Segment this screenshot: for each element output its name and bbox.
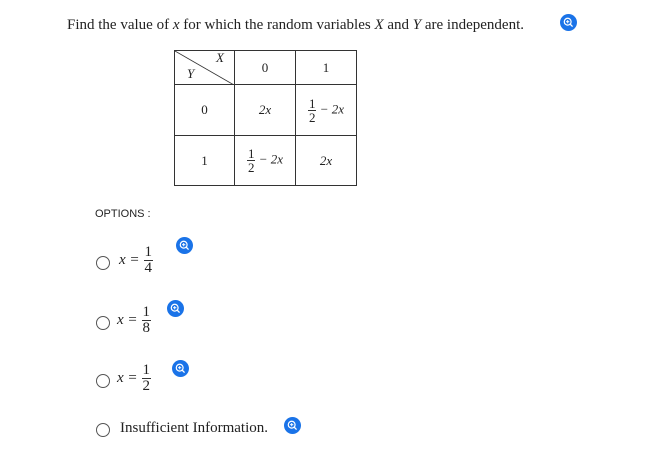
option-4: Insufficient Information. [120, 420, 269, 436]
option-radio-4[interactable] [96, 423, 110, 437]
option-radio-2[interactable] [96, 316, 110, 330]
table-cell: 2x [235, 85, 296, 136]
table-cell: $\frac{1}{2}$ − 2x [235, 136, 296, 186]
zoom-in-icon[interactable] [560, 14, 577, 31]
corner-cell [175, 51, 235, 85]
row-header: 0 [175, 85, 235, 136]
options-label: OPTIONS : [95, 208, 151, 220]
zoom-in-icon[interactable] [167, 300, 184, 317]
table-cell: $\frac{1}{2}$ − 2x [296, 85, 357, 136]
option-2: x = $\frac{1}{8}$ [117, 304, 151, 336]
question-text: Find the value of x for which the random variables X and Y are independent. [67, 17, 524, 33]
col-header: 1 [296, 51, 357, 85]
probability-table [174, 50, 357, 186]
option-radio-3[interactable] [96, 374, 110, 388]
option-radio-1[interactable] [96, 256, 110, 270]
option-1: x = $\frac{1}{4}$ [119, 244, 153, 276]
x-label: X [216, 50, 224, 65]
y-label: Y [187, 66, 195, 81]
zoom-in-icon[interactable] [172, 360, 189, 377]
col-header: 0 [235, 51, 296, 85]
zoom-in-icon[interactable] [176, 237, 193, 254]
zoom-in-icon[interactable] [284, 417, 301, 434]
option-3: x = $\frac{1}{2}$ [117, 362, 151, 394]
table-cell: 2x [296, 136, 357, 186]
row-header: 1 [175, 136, 235, 186]
